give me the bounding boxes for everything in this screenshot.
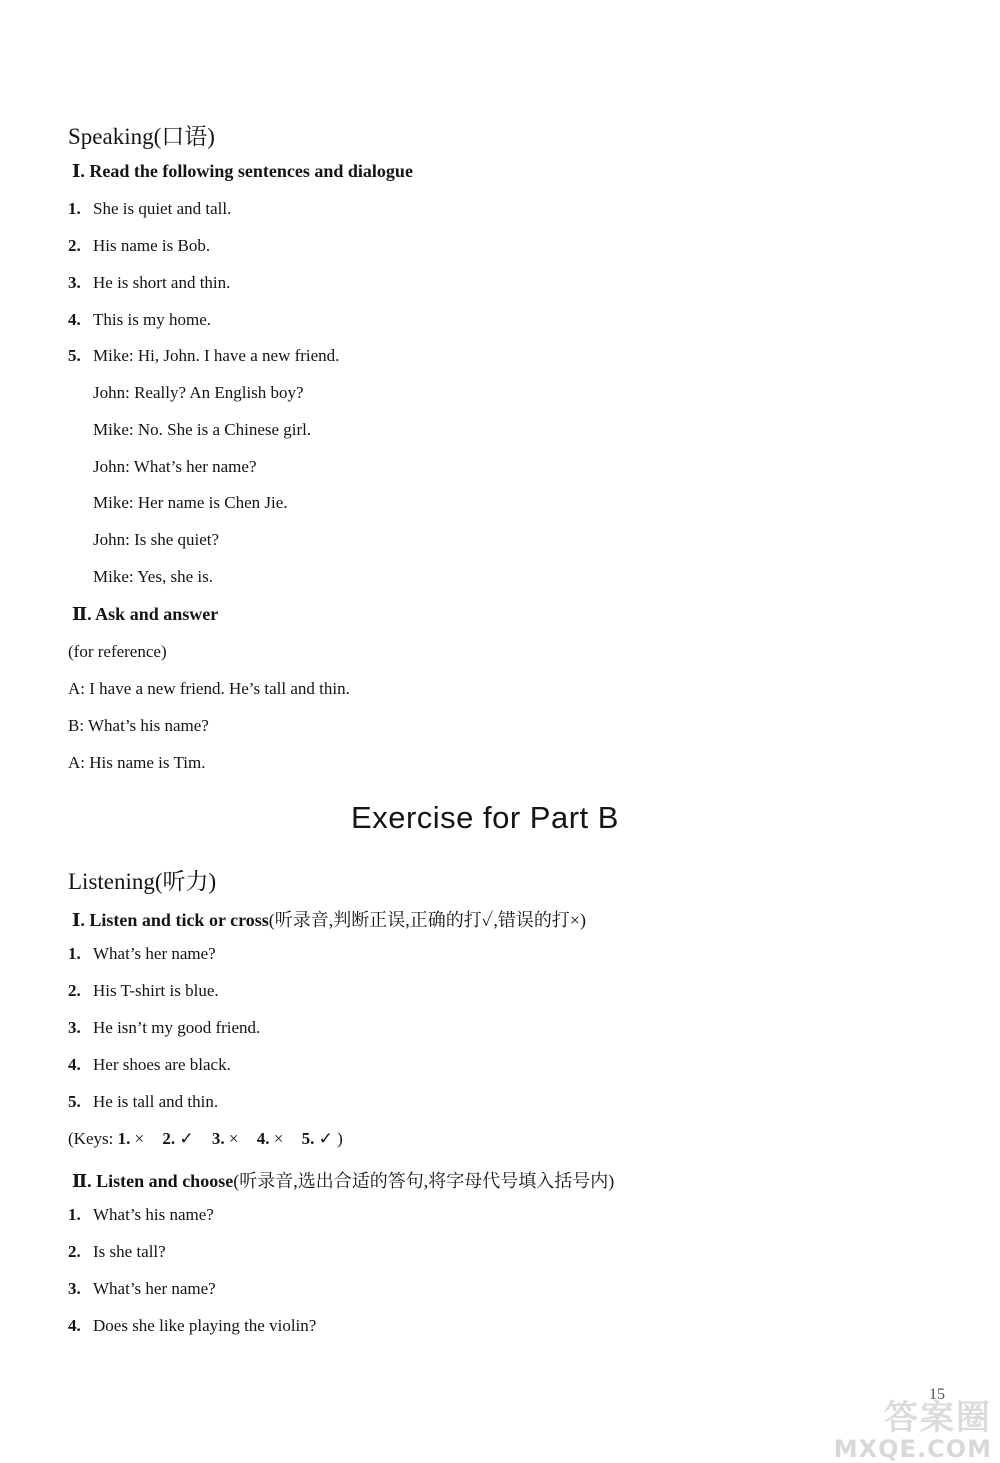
dialogue-line: John: Is she quiet?: [93, 530, 220, 549]
listening-q2-heading: [72, 1167, 614, 1193]
key-mark: ×: [228, 1129, 239, 1148]
key-number: 4.: [256, 1129, 270, 1148]
item-number: 4.: [68, 310, 81, 329]
listening-q2-item-3: [68, 1279, 216, 1299]
speaking-q1-item-4: [68, 310, 211, 330]
item-text: He is tall and thin.: [93, 1092, 219, 1111]
dialogue-line: John: Really? An English boy?: [93, 383, 304, 402]
item-text: Her shoes are black.: [93, 1055, 231, 1074]
speaking-q1-heading: Ⅰ. Read the following sentences and dialogue: [72, 161, 413, 181]
speaking-q1-item-1: [68, 199, 231, 219]
item-text: Does she like playing the violin?: [93, 1316, 317, 1335]
item-number: 5.: [68, 1092, 81, 1111]
item-text: What’s her name?: [93, 1279, 216, 1298]
dialogue-line: Mike: No. She is a Chinese girl.: [93, 420, 312, 439]
answer-line: B: What’s his name?: [68, 716, 209, 735]
item-number: 2.: [68, 236, 81, 255]
item-number: 1.: [68, 944, 81, 963]
item-number: 3.: [68, 1279, 81, 1298]
listening-q1-item-3: [68, 1018, 260, 1038]
page-number: 15: [929, 1386, 945, 1403]
listening-q1-heading: [72, 906, 586, 932]
item-number: 2.: [68, 981, 81, 1000]
item-number: 1.: [68, 199, 81, 218]
speaking-q2-heading: Ⅱ. Ask and answer: [72, 604, 219, 624]
keys-prefix: (Keys:: [68, 1129, 114, 1148]
listening-q1-item-2: [68, 981, 219, 1001]
item-number: 5.: [68, 346, 81, 365]
key-number: 5.: [301, 1129, 315, 1148]
listening-q1-item-4: [68, 1055, 231, 1075]
answer-keys: [68, 1129, 343, 1149]
part-title: Exercise for Part B: [351, 800, 619, 835]
item-number: 4.: [68, 1316, 81, 1335]
answer-line: A: I have a new friend. He’s tall and thin.: [68, 679, 350, 698]
dialogue-line: Mike: Yes, she is.: [93, 567, 213, 586]
item-text: His name is Bob.: [93, 236, 211, 255]
key-mark: ✓: [318, 1129, 333, 1148]
item-text: What’s her name?: [93, 944, 216, 963]
heading-instruction: (听录音,判断正误,正确的打✓,错误的打×): [268, 910, 587, 930]
key-mark: ×: [134, 1129, 145, 1148]
key-number: 2.: [162, 1129, 176, 1148]
item-text: He is short and thin.: [93, 273, 231, 292]
key-number: 1.: [117, 1129, 131, 1148]
key-number: 3.: [211, 1129, 225, 1148]
item-text: She is quiet and tall.: [93, 199, 232, 218]
item-text: His T-shirt is blue.: [93, 981, 219, 1000]
listening-q2-item-4: [68, 1316, 316, 1336]
item-text: Is she tall?: [93, 1242, 166, 1261]
item-text: Mike: Hi, John. I have a new friend.: [93, 346, 340, 365]
dialogue-line: John: What’s her name?: [93, 457, 257, 476]
item-number: 3.: [68, 273, 81, 292]
watermark-logo: 答案圈: [884, 1398, 992, 1438]
item-text: What’s his name?: [93, 1205, 214, 1224]
key-mark: ✓: [179, 1129, 194, 1148]
item-number: 3.: [68, 1018, 81, 1037]
item-text: This is my home.: [93, 310, 212, 329]
listening-q1-item-1: [68, 944, 216, 964]
heading-instruction: (听录音,选出合适的答句,将字母代号填入括号内): [233, 1171, 615, 1191]
keys-suffix: ): [337, 1129, 343, 1148]
speaking-q1-item-3: [68, 273, 230, 293]
speaking-q1-item-5: [68, 346, 339, 366]
listening-q2-item-2: [68, 1242, 166, 1262]
item-number: 1.: [68, 1205, 81, 1224]
heading-label: Ⅰ. Listen and tick or cross: [72, 910, 269, 930]
item-number: 2.: [68, 1242, 81, 1261]
listening-q2-item-1: [68, 1205, 214, 1225]
watermark: [802, 1390, 992, 1463]
item-number: 4.: [68, 1055, 81, 1074]
key-mark: ×: [273, 1129, 284, 1148]
speaking-q1-item-2: [68, 236, 210, 256]
reference-note: (for reference): [68, 642, 167, 661]
listening-q1-item-5: [68, 1092, 218, 1112]
speaking-title: Speaking(口语): [68, 124, 215, 149]
watermark-url: MXQE.COM: [833, 1435, 992, 1463]
answer-line: A: His name is Tim.: [68, 753, 206, 772]
listening-title: Listening(听力): [68, 869, 217, 894]
item-text: He isn’t my good friend.: [93, 1018, 261, 1037]
heading-label: Ⅱ. Listen and choose: [72, 1171, 234, 1191]
dialogue-line: Mike: Her name is Chen Jie.: [93, 493, 288, 512]
